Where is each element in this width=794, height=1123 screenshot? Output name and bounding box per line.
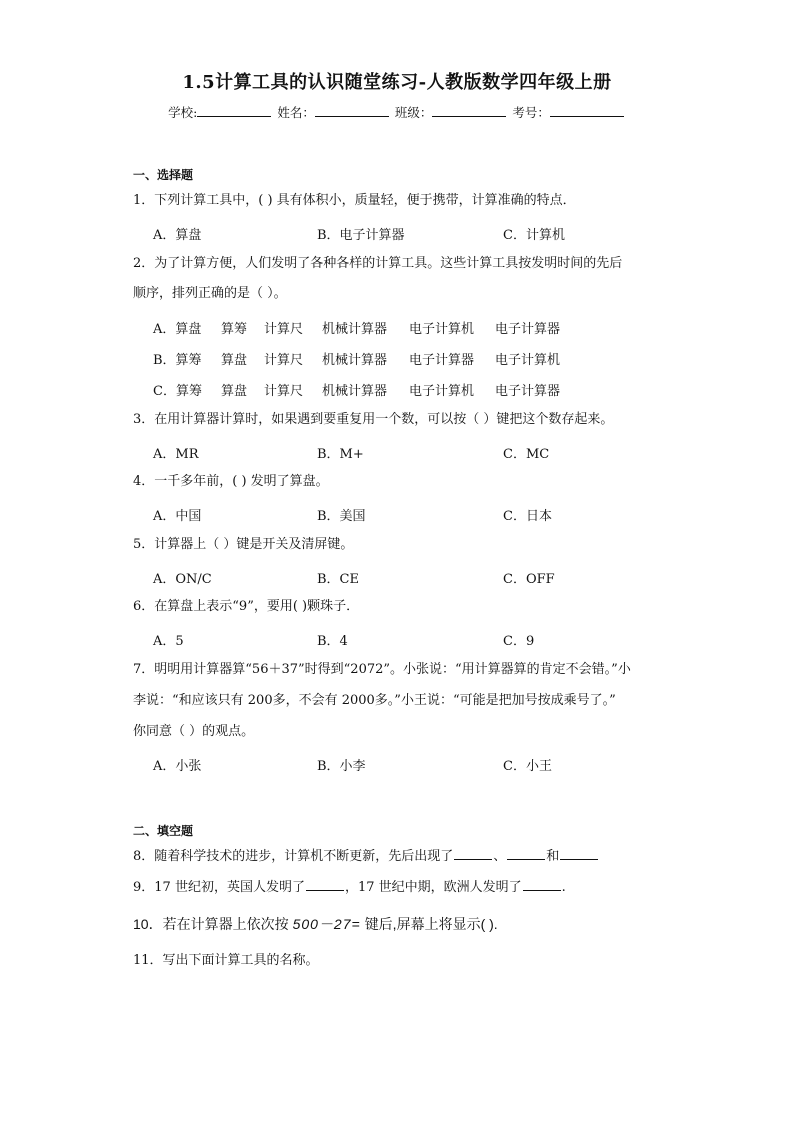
school-field[interactable] [197,104,271,117]
option-c[interactable]: C．MC [503,447,550,462]
answer-blank[interactable] [560,848,598,860]
seq-item: 算筹 [221,322,248,337]
school-label: 学校: [168,105,198,120]
option-c[interactable]: C．计算机 [503,228,565,243]
seq-item: 机械计算器 [322,322,388,337]
option-a[interactable]: A．ON/C [153,572,212,587]
answer-blank[interactable] [507,848,545,860]
seq-item: 电子计算器 [495,322,561,337]
section-heading-choice: 一、选择题 [133,168,194,182]
option-c[interactable]: C．日本 [503,509,552,524]
number-label: 考号： [512,105,550,120]
option-b[interactable]: B．电子计算器 [317,228,405,243]
option-b[interactable]: B．CE [317,572,359,587]
separator: 、 [493,849,507,864]
seq-item: 电子计算机 [409,322,475,337]
class-field[interactable] [432,104,506,117]
answer-blank[interactable] [454,848,492,860]
question-7-line-3: 你同意（ ）的观点。 [133,724,255,739]
seq-item: 电子计算器 [409,353,475,368]
option-b[interactable]: B．小李 [317,759,366,774]
option-a[interactable]: A．中国 [153,509,202,524]
option-c[interactable]: C．OFF [503,572,555,587]
student-info [0,103,794,121]
question-4: 4．一千多年前，( ) 发明了算盘。 [133,474,329,489]
seq-item: 机械计算器 [322,384,388,399]
answer-blank[interactable] [306,879,344,891]
option-c[interactable]: C．小王 [503,759,552,774]
seq-item: 计算尺 [264,322,304,337]
option-a[interactable]: A．5 [153,634,184,649]
question-8-text: 8．随着科学技术的进步，计算机不断更新，先后出现了 [133,849,454,864]
section-heading-fill: 二、填空题 [133,824,194,838]
name-label: 姓名： [277,105,315,120]
question-5: 5．计算器上（ ）键是开关及清屏键。 [133,537,354,552]
question-9-text: 9．17 世纪初，英国人发明了 [133,880,305,895]
option-a[interactable]: A．算盘 [153,228,202,243]
seq-item: 电子计算器 [495,384,561,399]
question-2-line-1: 2．为了计算方便，人们发明了各种各样的计算工具。这些计算工具按发明时间的先后 [133,256,623,271]
question-7-line-1: 7．明明用计算器算“56＋37”时得到“2072”。小张说：“用计算器算的肯定不会错。”小 [133,662,631,677]
option-b[interactable]: B．美国 [317,509,366,524]
question-10-text: 10．若在计算器上依次按 [133,916,289,932]
seq-item: 电子计算机 [495,353,561,368]
class-label: 班级： [394,105,433,120]
key-sequence: 500－27= [292,916,361,932]
name-field[interactable] [315,104,389,117]
seq-item: C．算筹 [153,384,202,399]
question-9 [133,879,566,896]
option-b[interactable]: B．M+ [317,447,364,462]
page-title: 1.5计算工具的认识随堂练习-人教版数学四年级上册 [182,72,612,93]
seq-item: 计算尺 [264,353,304,368]
seq-item: 机械计算器 [322,353,388,368]
option-b[interactable]: B．4 [317,634,348,649]
question-6: 6．在算盘上表示“9”，要用( )颗珠子． [133,599,360,614]
seq-item: B．算筹 [153,353,202,368]
question-2-line-2: 顺序，排列正确的是（ ）。 [133,286,287,301]
seq-item: 算盘 [221,353,248,368]
separator: 和 [546,849,560,864]
question-8 [133,848,599,865]
question-3: 3．在用计算器计算时，如果遇到要重复用一个数，可以按（ ）键把这个数存起来。 [133,412,614,427]
question-1: 1．下列计算工具中，( ) 具有体积小，质量轻，便于携带，计算准确的特点． [133,193,576,208]
option-c[interactable]: C．9 [503,634,535,649]
seq-item: 计算尺 [264,384,304,399]
period: . [561,880,566,895]
seq-item: 算盘 [221,384,248,399]
number-field[interactable] [550,104,624,117]
question-10-text: 键后,屏幕上将显示( ). [364,916,498,932]
answer-blank[interactable] [523,879,561,891]
question-11: 11．写出下面计算工具的名称。 [133,953,319,968]
question-10 [133,916,498,932]
question-7-line-2: 李说：“和应该只有 200多，不会有 2000多。”小王说：“可能是把加号按成乘号了。” [133,693,616,708]
seq-item: A．算盘 [153,322,202,337]
question-9-text: ，17 世纪中期，欧洲人发明了 [344,880,522,895]
option-a[interactable]: A．小张 [153,759,202,774]
option-a[interactable]: A．MR [153,447,199,462]
seq-item: 电子计算机 [409,384,475,399]
